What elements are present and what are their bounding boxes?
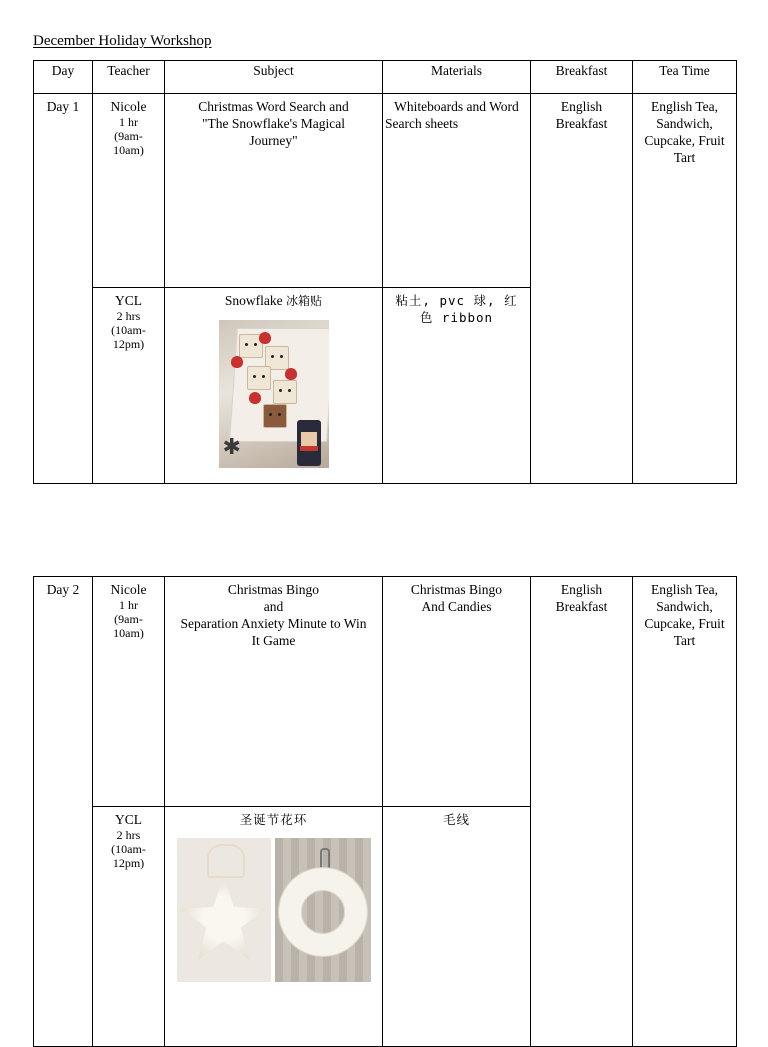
schedule-table-day-1 [33, 60, 737, 484]
photo-container [167, 320, 380, 468]
duration-line: (10am- [111, 842, 146, 856]
materials-line: Christmas Bingo [410, 582, 503, 597]
tea-time-cell [633, 577, 737, 1047]
bow-shape [207, 844, 245, 878]
materials-cell [383, 94, 531, 288]
photo-container [167, 838, 380, 982]
day-cell: Day 1 [34, 94, 93, 484]
materials-line: 毛线 [442, 812, 470, 827]
teacher-name: Nicole [110, 99, 147, 114]
duration-line: 10am) [113, 626, 144, 640]
duration-line: 12pm) [112, 856, 145, 870]
breakfast-line: Breakfast [555, 599, 608, 614]
subject-cell [165, 807, 383, 1047]
subject-text-en: Snowflake [224, 293, 283, 308]
teacher-name: YCL [115, 812, 142, 827]
subject-text-cjk: 冰箱贴 [286, 294, 323, 308]
tea-time-line: Sandwich, [656, 116, 713, 131]
duration-line: (10am- [111, 323, 146, 337]
strawberry-shape [285, 368, 297, 380]
tea-time-line: Tart [673, 150, 696, 165]
subject-cell [165, 288, 383, 484]
materials-line: 色 ribbon [419, 310, 494, 325]
subject-line: and [263, 599, 284, 614]
subject-line: Separation Anxiety Minute to Win [180, 616, 367, 631]
materials-line: Search sheets [385, 116, 459, 131]
teacher-cell [93, 94, 165, 288]
teacher-name: Nicole [110, 582, 147, 597]
breakfast-line: English [560, 99, 603, 114]
reindeer-magnet-shape [263, 404, 287, 428]
teacher-name: YCL [115, 293, 142, 308]
materials-line: And Candies [421, 599, 492, 614]
strawberry-shape [259, 332, 271, 344]
header-day: Day [34, 61, 93, 94]
teacher-cell [93, 807, 165, 1047]
header-tea-time: Tea Time [633, 61, 737, 94]
duration-line: 1 hr [119, 115, 138, 129]
subject-cell [165, 577, 383, 807]
table-header-row [34, 61, 737, 94]
tea-time-line: Cupcake, Fruit [644, 133, 725, 148]
table-row [34, 577, 737, 807]
materials-cell [383, 577, 531, 807]
duration-line: (9am- [114, 129, 143, 143]
subject-line [167, 292, 380, 310]
materials-cell [383, 807, 531, 1047]
subject-line: Christmas Bingo [227, 582, 320, 597]
subject-line: 圣诞节花环 [239, 812, 308, 827]
tea-time-cell [633, 94, 737, 484]
round-wreath-photo [275, 838, 371, 982]
tea-time-line: Cupcake, Fruit [644, 616, 725, 631]
subject-line: Christmas Word Search and [198, 99, 349, 114]
subject-line: "The Snowflake's Magical [202, 116, 345, 131]
duration-line: 12pm) [112, 337, 145, 351]
subject-cell [165, 94, 383, 288]
table-row [34, 94, 737, 288]
teacher-cell [93, 577, 165, 807]
round-wreath-icon [279, 868, 367, 956]
header-breakfast: Breakfast [531, 61, 633, 94]
breakfast-line: English [560, 582, 603, 597]
breakfast-cell [531, 94, 633, 484]
duration-line: 2 hrs [116, 828, 141, 842]
strawberry-shape [231, 356, 243, 368]
duration-line: 1 hr [119, 598, 138, 612]
star-wreath-icon [181, 876, 267, 962]
magnet-shape [247, 366, 271, 390]
header-subject: Subject [165, 61, 383, 94]
materials-line: Whiteboards and Word [394, 99, 519, 114]
breakfast-line: Breakfast [555, 116, 608, 131]
strawberry-shape [249, 392, 261, 404]
star-wreath-photo [177, 838, 271, 982]
magnet-shape [273, 380, 297, 404]
duration-line: 10am) [113, 143, 144, 157]
materials-cell [383, 288, 531, 484]
document-title: December Holiday Workshop [33, 33, 212, 49]
schedule-table-day-2 [33, 576, 737, 1047]
tea-time-line: English Tea, [650, 99, 719, 114]
subject-line: It Game [251, 633, 296, 648]
tea-time-line: Tart [673, 633, 696, 648]
day-cell: Day 2 [34, 577, 93, 1047]
duration-line: (9am- [114, 612, 143, 626]
tea-time-line: Sandwich, [656, 599, 713, 614]
tree-icon: ✱ [222, 434, 241, 459]
materials-line: 粘土, pvc 球, 红 [395, 293, 518, 308]
duration-line: 2 hrs [116, 309, 141, 323]
header-materials: Materials [383, 61, 531, 94]
header-teacher: Teacher [93, 61, 165, 94]
snowflake-magnet-photo [219, 320, 329, 468]
nutcracker-shape [297, 420, 321, 466]
breakfast-cell [531, 577, 633, 1047]
tea-time-line: English Tea, [650, 582, 719, 597]
subject-line: Journey" [249, 133, 298, 148]
teacher-cell [93, 288, 165, 484]
